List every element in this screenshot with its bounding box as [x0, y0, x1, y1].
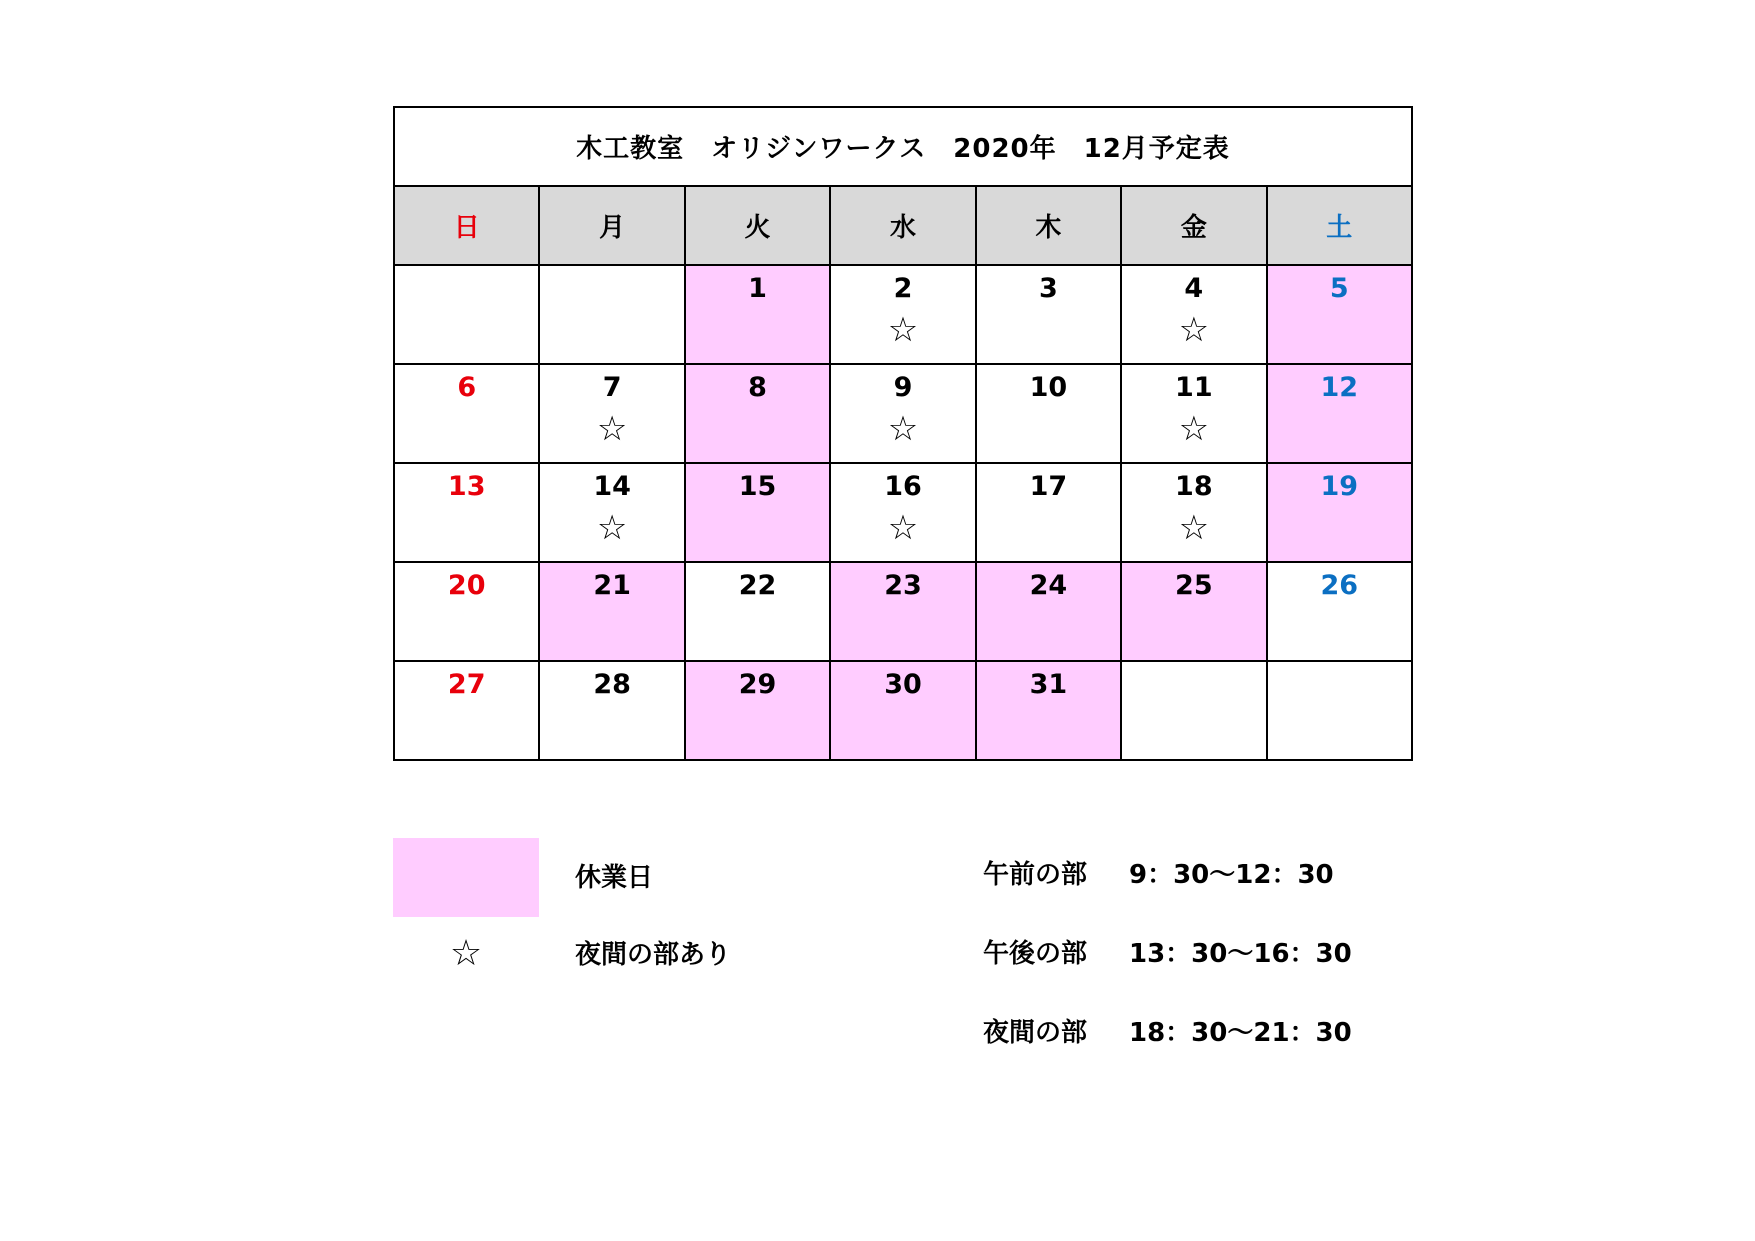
legend-closed-swatch: [393, 838, 539, 917]
day-cell: [685, 562, 830, 661]
session-afternoon: [983, 937, 1352, 971]
day-number: 14: [593, 471, 631, 502]
weekday-header-row: [394, 186, 1412, 265]
day-number: 3: [1039, 273, 1058, 304]
weekday-sunday: 日: [394, 186, 539, 265]
week-row: [394, 463, 1412, 562]
day-cell: [539, 463, 684, 562]
session-morning-name: 午前の部: [983, 860, 1088, 890]
night-session-star-icon: ☆: [1178, 508, 1210, 548]
night-session-star-icon: ☆: [596, 409, 628, 449]
session-afternoon-name: 午後の部: [983, 939, 1088, 969]
day-number: 12: [1320, 372, 1359, 403]
day-cell: [539, 364, 684, 463]
day-cell: [1121, 364, 1266, 463]
day-number: 31: [1029, 669, 1068, 700]
day-cell: [394, 661, 539, 760]
session-night: [983, 1016, 1352, 1050]
week-row: [394, 661, 1412, 760]
day-cell: [1267, 661, 1412, 760]
day-number: 26: [1320, 570, 1359, 601]
day-number: 2: [893, 273, 913, 304]
day-cell: [830, 562, 975, 661]
night-session-star-icon: ☆: [596, 508, 628, 548]
week-row: [394, 265, 1412, 364]
day-cell: [976, 463, 1121, 562]
day-number: 10: [1029, 372, 1068, 403]
week-row: [394, 562, 1412, 661]
calendar-weeks: [394, 265, 1412, 760]
day-cell: [830, 364, 975, 463]
day-number: 20: [447, 570, 486, 601]
day-number: 28: [593, 669, 631, 700]
weekday-thursday: 木: [976, 186, 1121, 265]
day-cell: [976, 364, 1121, 463]
night-session-star-icon: ☆: [887, 409, 919, 449]
day-number: 15: [738, 471, 777, 502]
day-cell: [685, 265, 830, 364]
day-cell: [1121, 562, 1266, 661]
day-cell: [1267, 265, 1412, 364]
day-cell: [830, 463, 975, 562]
day-number: 17: [1029, 471, 1068, 502]
day-number: 21: [593, 570, 631, 601]
day-number: 22: [738, 570, 777, 601]
day-number: 6: [457, 372, 477, 403]
day-cell: [394, 463, 539, 562]
day-number: 25: [1175, 570, 1213, 601]
day-number: 8: [748, 372, 767, 403]
day-number: 23: [884, 570, 922, 601]
session-morning: [983, 858, 1334, 892]
day-number: 4: [1184, 273, 1204, 304]
day-cell: [685, 364, 830, 463]
day-cell: [394, 265, 539, 364]
day-number: 29: [738, 669, 777, 700]
day-cell: [1121, 661, 1266, 760]
day-cell: [685, 661, 830, 760]
legend-night-label: 夜間の部あり: [575, 940, 732, 970]
week-row: [394, 364, 1412, 463]
day-cell: [830, 661, 975, 760]
weekday-friday: 金: [1121, 186, 1266, 265]
day-cell: [394, 364, 539, 463]
calendar-table: [393, 106, 1413, 761]
day-cell: [1267, 364, 1412, 463]
session-night-name: 夜間の部: [983, 1018, 1088, 1048]
day-cell: [685, 463, 830, 562]
day-number: 24: [1029, 570, 1068, 601]
legend-closed-label: 休業日: [575, 863, 654, 893]
night-session-star-icon: ☆: [887, 508, 919, 548]
day-cell: [539, 265, 684, 364]
day-cell: [976, 661, 1121, 760]
day-cell: [539, 562, 684, 661]
day-number: 13: [447, 471, 486, 502]
legend-star-icon: ☆: [449, 933, 483, 974]
title-row: [394, 107, 1412, 186]
day-number: 18: [1175, 471, 1213, 502]
day-cell: [1121, 265, 1266, 364]
day-cell: [394, 562, 539, 661]
day-cell: [976, 265, 1121, 364]
day-cell: [1267, 562, 1412, 661]
day-number: 16: [884, 471, 922, 502]
calendar-title: 木工教室 オリジンワークス 2020年 12月予定表: [394, 107, 1412, 186]
night-session-star-icon: ☆: [887, 310, 919, 350]
session-night-time: 18：30～21：30: [1129, 1018, 1352, 1048]
day-number: 1: [748, 273, 767, 304]
night-session-star-icon: ☆: [1178, 310, 1210, 350]
day-cell: [976, 562, 1121, 661]
day-cell: [830, 265, 975, 364]
day-number: 7: [602, 372, 622, 403]
weekday-wednesday: 水: [830, 186, 975, 265]
day-number: 11: [1175, 372, 1213, 403]
day-cell: [539, 661, 684, 760]
day-number: 27: [447, 669, 486, 700]
day-number: 9: [893, 372, 913, 403]
weekday-saturday: 土: [1267, 186, 1412, 265]
day-number: 5: [1329, 273, 1349, 304]
day-cell: [1121, 463, 1266, 562]
day-cell: [1267, 463, 1412, 562]
day-number: 19: [1320, 471, 1359, 502]
weekday-monday: 月: [539, 186, 684, 265]
night-session-star-icon: ☆: [1178, 409, 1210, 449]
session-morning-time: 9：30～12：30: [1129, 860, 1334, 890]
day-number: 30: [884, 669, 922, 700]
weekday-tuesday: 火: [685, 186, 830, 265]
session-afternoon-time: 13：30～16：30: [1129, 939, 1352, 969]
